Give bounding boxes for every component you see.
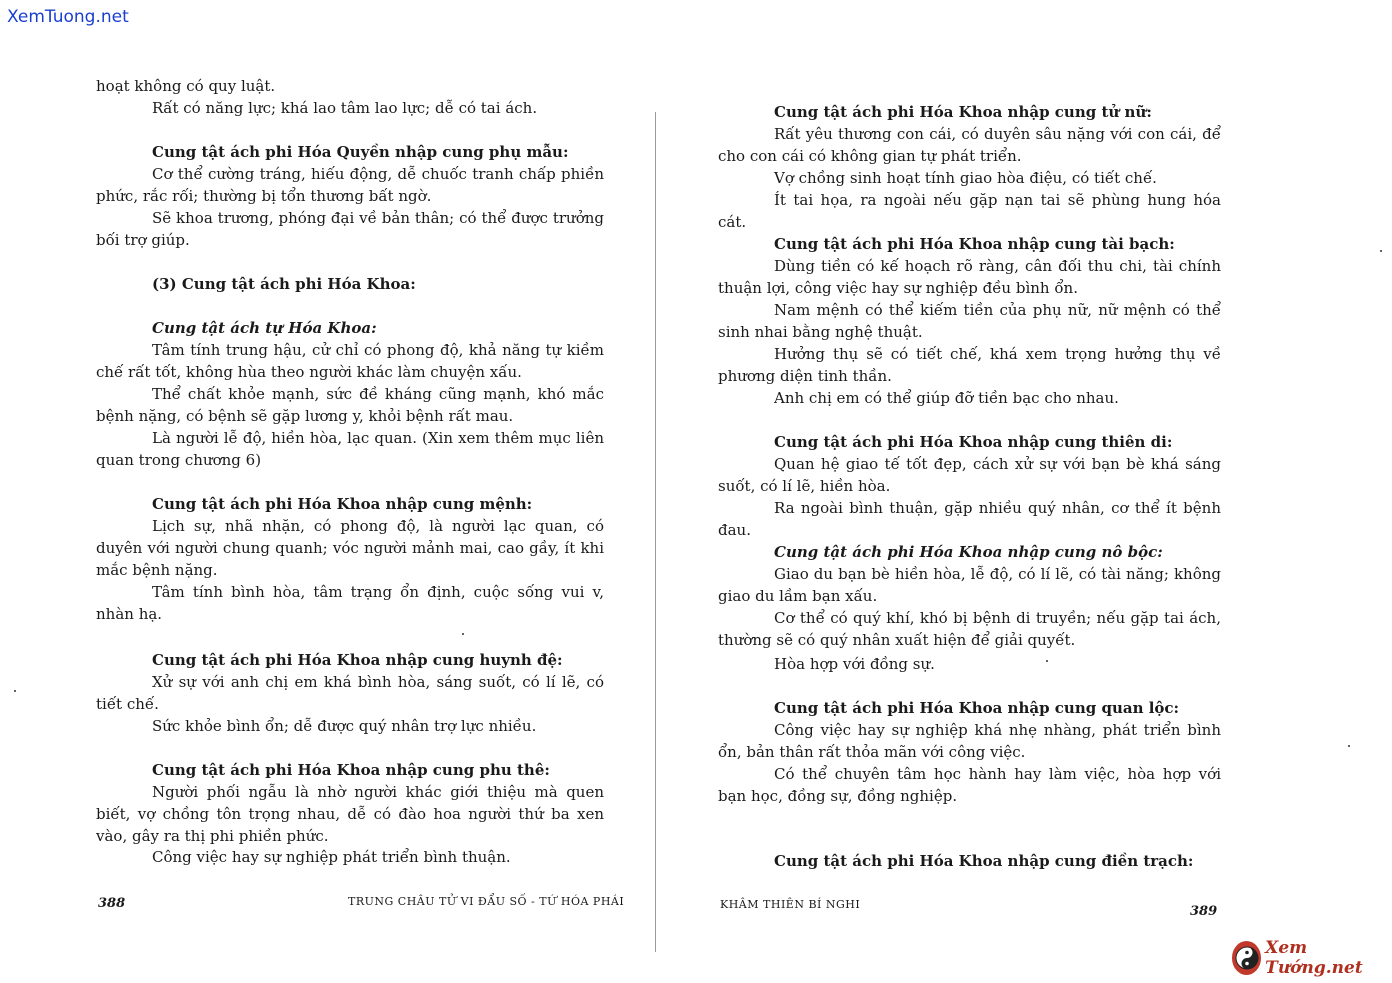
text-block: [96, 207, 604, 251]
text-block: [718, 233, 1221, 255]
paragraph: Hòa hợp với đồng sự.: [774, 655, 935, 673]
section-heading: Cung tật ách phi Hóa Khoa nhập cung mệnh:: [152, 495, 533, 513]
yin-yang-icon: [1232, 941, 1261, 975]
paragraph: Ra ngoài bình thuận, gặp nhiều quý nhân, cơ thể ít bệnh đau.: [718, 499, 1221, 539]
text-block: [96, 75, 604, 97]
paragraph: Thể chất khỏe mạnh, sức đề kháng cũng mạnh, khó mắc bệnh nặng, có bệnh sẽ gặp lương y, khỏi bệnh rất mau.: [96, 385, 604, 425]
paragraph: Nam mệnh có thể kiếm tiền của phụ nữ, nữ mệnh có thể sinh nhai bằng nghệ thuật.: [718, 301, 1221, 341]
text-block: [718, 763, 1221, 807]
text-block: [718, 255, 1221, 299]
text-block: [718, 563, 1221, 607]
paragraph: Anh chị em có thể giúp đỡ tiền bạc cho nhau.: [774, 389, 1119, 407]
text-block: [718, 167, 1221, 189]
paragraph: Người phối ngẫu là nhờ người khác giới thiệu mà quen biết, vợ chồng tôn trọng nhau, dễ có đào hoa người thứ ba xen vào, gây ra thị phi phiền phức.: [96, 783, 604, 845]
text-block: [718, 719, 1221, 763]
section-heading: Cung tật ách phi Hóa Quyền nhập cung phụ mẫu:: [152, 143, 569, 161]
text-block: [96, 846, 604, 868]
paragraph: Hưởng thụ sẽ có tiết chế, khá xem trọng hưởng thụ về phương diện tinh thần.: [718, 345, 1221, 385]
paragraph: hoạt không có quy luật.: [96, 77, 276, 95]
paragraph: Rất yêu thương con cái, có duyên sâu nặng với con cái, để cho con cái có không gian tự phát triển.: [718, 125, 1221, 165]
left-page-number: 388: [98, 896, 126, 911]
text-block: [96, 759, 604, 781]
paragraph: Dùng tiền có kế hoạch rõ ràng, cân đối thu chi, tài chính thuận lợi, công việc hay sự nghiệp đều bình ổn.: [718, 257, 1221, 297]
paragraph: Ít tai họa, ra ngoài nếu gặp nạn tai sẽ phùng hung hóa cát.: [718, 191, 1221, 231]
text-block: [96, 141, 604, 163]
right-page-number: 389: [1190, 904, 1218, 919]
text-block: [96, 427, 604, 471]
section-heading: Cung tật ách phi Hóa Khoa nhập cung huynh đệ:: [152, 651, 563, 669]
page-gutter: [655, 112, 656, 952]
text-block: [718, 101, 1221, 123]
site-link[interactable]: XemTuong.net: [7, 7, 129, 27]
paragraph: Rất có năng lực; khá lao tâm lao lực; dễ có tai ách.: [152, 99, 538, 117]
text-block: [718, 653, 1221, 675]
text-block: [96, 649, 604, 671]
paragraph: Tâm tính trung hậu, cử chỉ có phong độ, khả năng tự kiềm chế rất tốt, không hùa theo người khác làm chuyện xấu.: [96, 341, 604, 381]
text-block: [96, 163, 604, 207]
paragraph: Là người lễ độ, hiền hòa, lạc quan. (Xin xem thêm mục liên quan trong chương 6): [96, 429, 604, 469]
text-block: [96, 273, 604, 295]
section-heading: Cung tật ách phi Hóa Khoa nhập cung điền trạch:: [774, 852, 1194, 870]
text-block: [96, 97, 604, 119]
text-block: [96, 715, 604, 737]
section-heading: Cung tật ách phi Hóa Khoa nhập cung nô bộc:: [774, 543, 1163, 561]
paragraph: Xử sự với anh chị em khá bình hòa, sáng suốt, có lí lẽ, có tiết chế.: [96, 673, 604, 713]
text-block: [96, 317, 604, 339]
paragraph: Quan hệ giao tế tốt đẹp, cách xử sự với bạn bè khá sáng suốt, có lí lẽ, hiền hòa.: [718, 455, 1221, 495]
text-block: [96, 515, 604, 581]
text-block: [96, 581, 604, 625]
text-block: [96, 781, 604, 847]
text-block: [718, 431, 1221, 453]
section-heading: Cung tật ách phi Hóa Khoa nhập cung tài bạch:: [774, 235, 1175, 253]
text-block: [718, 299, 1221, 343]
section-heading: Cung tật ách phi Hóa Khoa nhập cung phu thê:: [152, 761, 550, 779]
paragraph: Cơ thể cường tráng, hiếu động, dễ chuốc tranh chấp phiền phức, rắc rối; thường bị tổn thương bất ngờ.: [96, 165, 604, 205]
text-block: [718, 189, 1221, 233]
text-block: [718, 541, 1221, 563]
text-block: [718, 123, 1221, 167]
paragraph: Vợ chồng sinh hoạt tính giao hòa điệu, có tiết chế.: [774, 169, 1157, 187]
paragraph: Công việc hay sự nghiệp phát triển bình thuận.: [152, 848, 511, 866]
paragraph: Cơ thể có quý khí, khó bị bệnh di truyền; nếu gặp tai ách, thường sẽ có quý nhân xuất hiện để giải quyết.: [718, 609, 1221, 649]
text-block: [96, 671, 604, 715]
left-running-footer: TRUNG CHÂU TỬ VI ĐẨU SỐ - TỨ HÓA PHÁI: [348, 895, 625, 908]
xemtuong-logo: [1232, 938, 1390, 978]
text-block: [718, 387, 1221, 409]
section-heading: Cung tật ách phi Hóa Khoa nhập cung quan lộc:: [774, 699, 1180, 717]
paragraph: Sức khỏe bình ổn; dễ được quý nhân trợ lực nhiều.: [152, 717, 537, 735]
logo-text: Xem Tướng.net: [1265, 938, 1363, 978]
paragraph: Lịch sự, nhã nhặn, có phong độ, là người lạc quan, có duyên với người chung quanh; vóc người mảnh mai, cao gầy, ít khi mắc bệnh nặng.: [96, 517, 604, 579]
paragraph: Có thể chuyên tâm học hành hay làm việc, hòa hợp với bạn học, đồng sự, đồng nghiệp.: [718, 765, 1221, 805]
paragraph: Sẽ khoa trương, phóng đại về bản thân; có thể được trưởng bối trợ giúp.: [96, 209, 604, 249]
text-block: [96, 493, 604, 515]
section-heading: Cung tật ách tự Hóa Khoa:: [152, 319, 377, 337]
text-block: [718, 697, 1221, 719]
section-heading: Cung tật ách phi Hóa Khoa nhập cung tử nữ:: [774, 103, 1152, 121]
paragraph: Tâm tính bình hòa, tâm trạng ổn định, cuộc sống vui v, nhàn hạ.: [96, 583, 604, 623]
section-heading: (3) Cung tật ách phi Hóa Khoa:: [152, 275, 416, 293]
section-heading: Cung tật ách phi Hóa Khoa nhập cung thiên di:: [774, 433, 1173, 451]
text-block: [718, 343, 1221, 387]
paragraph: Công việc hay sự nghiệp khá nhẹ nhàng, phát triển bình ổn, bản thân rất thỏa mãn với công việc.: [718, 721, 1221, 761]
text-block: [718, 497, 1221, 541]
text-block: [718, 850, 1221, 872]
paragraph: Giao du bạn bè hiền hòa, lễ độ, có lí lẽ, có tài năng; không giao du lầm bạn xấu.: [718, 565, 1221, 605]
right-running-footer: KHÂM THIÊN BÍ NGHI: [720, 898, 861, 911]
text-block: [96, 383, 604, 427]
text-block: [96, 339, 604, 383]
text-block: [718, 453, 1221, 497]
text-block: [718, 607, 1221, 651]
